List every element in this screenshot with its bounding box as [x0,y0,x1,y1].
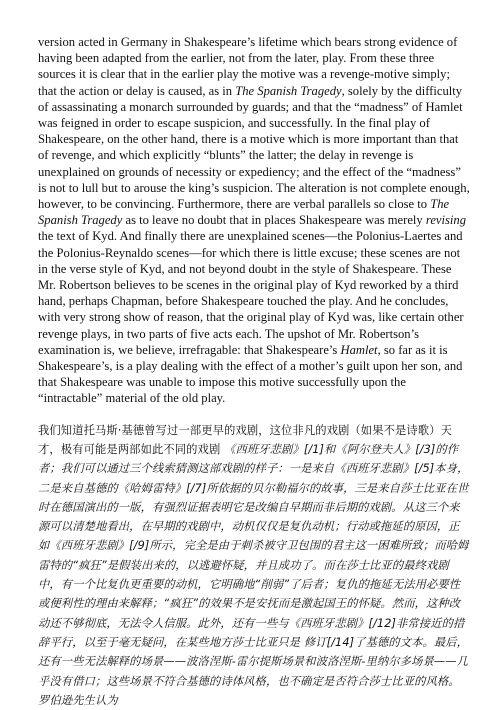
chinese-paragraph [38,421,470,710]
english-text-1: version acted in Germany in Shakespeare’s lifetime which bears strong evidence of having been adapted from the earlier, not from the later, play. From these three sources it is clear that in the earlier play the motive was a revenge-motive simply; that the action or delay is caused, as in [38,35,458,98]
english-text-5: , so far as it is Shakespeare’s, is a play dealing with the effect of a mother’s guilt upon her son, and that Shakespeare was unable to impose this motive successfully upon the “intractable” material of the old play. [38,342,463,406]
english-italic-hamlet: Hamlet [340,342,378,357]
english-italic-title-2: The Spanish Tragedy [38,197,450,228]
english-text-2: , solely by the difficulty of assassinating a monarch surrounded by guards; and that the “madness” of Hamlet was feigned in order to escape suspicion, and successfully. In the final play of Shakespeare, on the other hand, there is a motive which is more important than that of revenge, and which explicitly “blunts” the latter; the delay in revenge is unexplained on grounds of necessity or expediency; and the effect of the “madness” is not to lull but to arouse the king’s suspicion. The alteration is not complete enough, however, to be convincing. Furthermore, there are verbal parallels so close to [38,83,470,212]
english-text-3: as to leave no doubt that in places Shakespeare was merely [122,213,426,228]
chinese-text-1: 我们知道托马斯·基德曾写过一部更早的戏剧，这位非凡的戏剧（如果不是诗歌）天才，极有可能是两部如此不同的戏剧 [38,423,452,456]
english-text-4: the text of Kyd. And finally there are unexplained scenes—the Polonius-Laertes and the Polonius-Reynaldo scenes—for which there is little excuse; these scenes are not in the verse style of Kyd, and not beyond doubt in the style of Shakespeare. These Mr. Robertson believes to be scenes in the original play of Kyd reworked by a third hand, perhaps Chapman, before Shakespeare touched the play. And he concludes, with very strong show of reason, that the original play of Kyd was, like certain other revenge plays, in two parts of five acts each. The upshot of Mr. Robertson’s examination is, we believe, irrefragable: that Shakespeare’s [38,229,464,357]
chinese-text-2: 《西班牙悲剧》[/1]和《阿尔登夫人》[/3]的作者；我们可以通过三个线索猜测这部戏剧的样子：一是来自《西班牙悲剧》[/5]本身，二是来自基德的《哈姆雷特》[/7]所依据的贝尔勒福尔的故事，三是来自莎士比亚在世时在德国演出的一版，有强烈证据表明它是改编自早期而非后期的戏剧。从这三个来源可以清楚地看出，在早期的戏剧中，动机仅仅是复仇动机；行动或拖延的原因，正如《西班牙悲剧》[/9]所示，完全是由于刺杀被守卫包围的君主这一困难所致；而哈姆雷特的“疯狂”是假装出来的，以逃避怀疑，并且成功了。而在莎士比亚的最终戏剧中，有一个比复仇更重要的动机，它明确地“削弱”了后者；复仇的拖延无法用必要性或便利性的理由来解释；“疯狂”的效果不是安抚而是激起国王的怀疑。然而，这种改动还不够彻底，无法令人信服。此外，还有一些与《西班牙悲剧》[/12]非常接近的措辞平行，以至于毫无疑问，在某些地方莎士比亚只是 修订[/14]了基德的文本。最后，还有一些无法解释的场景——波洛涅斯-雷尔提斯场景和波洛涅斯-里纳尔多场景——几乎没有借口；这些场景不符合基德的诗体风格，也不确定是否符合莎士比亚的风格。罗伯逊先生认为 [38,442,469,707]
english-paragraph [38,34,470,407]
english-italic-title-1: The Spanish Tragedy [235,83,342,98]
english-italic-word: revising [425,213,466,228]
